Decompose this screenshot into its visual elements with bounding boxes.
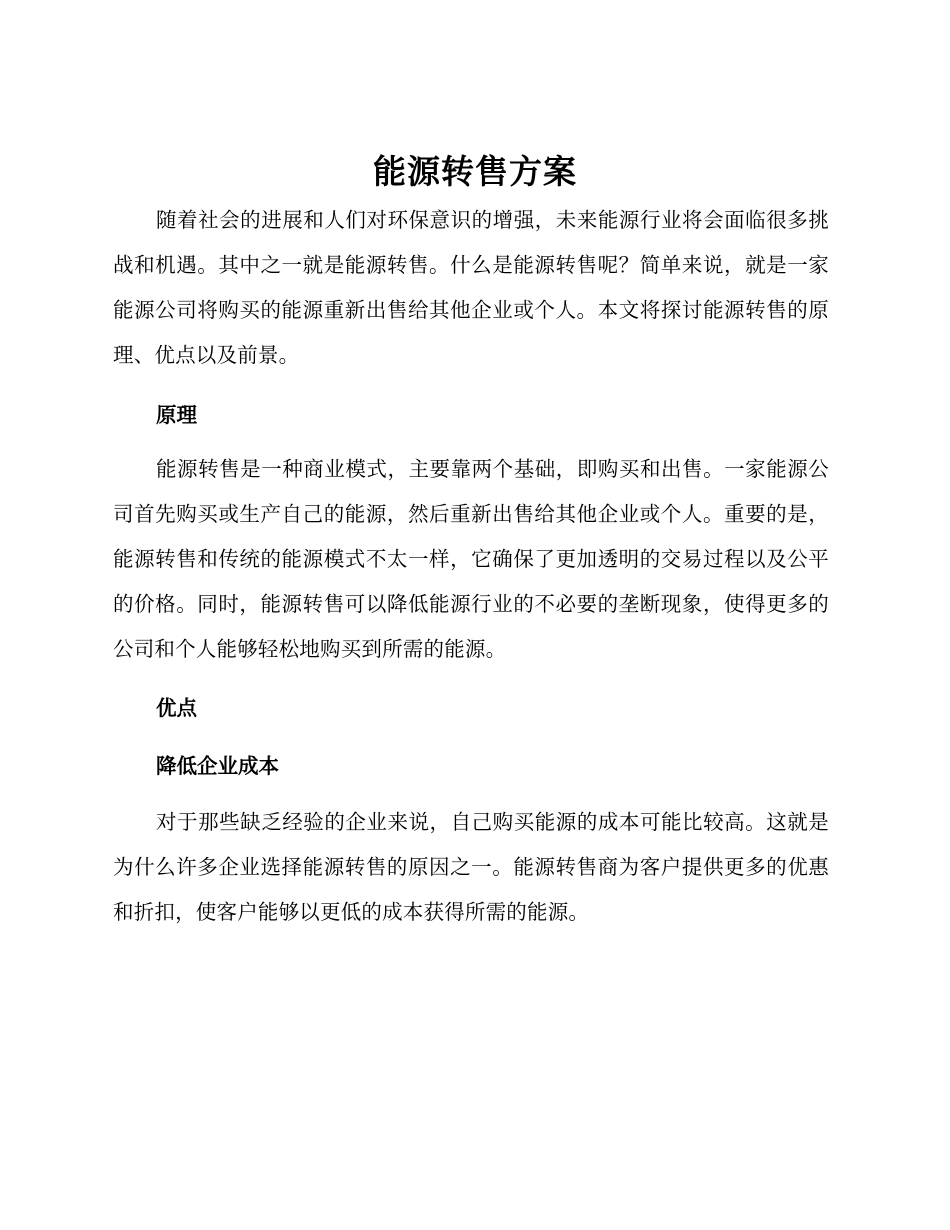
section-heading-advantages: 优点 [156,696,197,720]
reduce-cost-paragraph: 对于那些缺乏经验的企业来说，自己购买能源的成本可能比较高。这就是为什么许多企业选择能源转售的原因之一。能源转售商为客户提供更多的优惠和折扣，使客户能够以更低的成本获得所需的能源。 [113,810,829,924]
principle-paragraph: 能源转售是一种商业模式，主要靠两个基础，即购买和出售。一家能源公司首先购买或生产自己的能源，然后重新出售给其他企业或个人。重要的是，能源转售和传统的能源模式不太一样，它确保了更加透明的交易过程以及公平的价格。同时，能源转售可以降低能源行业的不必要的垄断现象，使得更多的公司和个人能够轻松地购买到所需的能源。 [113,457,829,661]
section-heading-principle: 原理 [156,403,197,427]
document-title: 能源转售方案 [373,152,577,191]
intro-paragraph: 随着社会的进展和人们对环保意识的增强，未来能源行业将会面临很多挑战和机遇。其中之一就是能源转售。什么是能源转售呢？简单来说，就是一家能源公司将购买的能源重新出售给其他企业或个人。本文将探讨能源转售的原理、优点以及前景。 [113,208,829,367]
subheading-reduce-cost: 降低企业成本 [156,754,279,778]
